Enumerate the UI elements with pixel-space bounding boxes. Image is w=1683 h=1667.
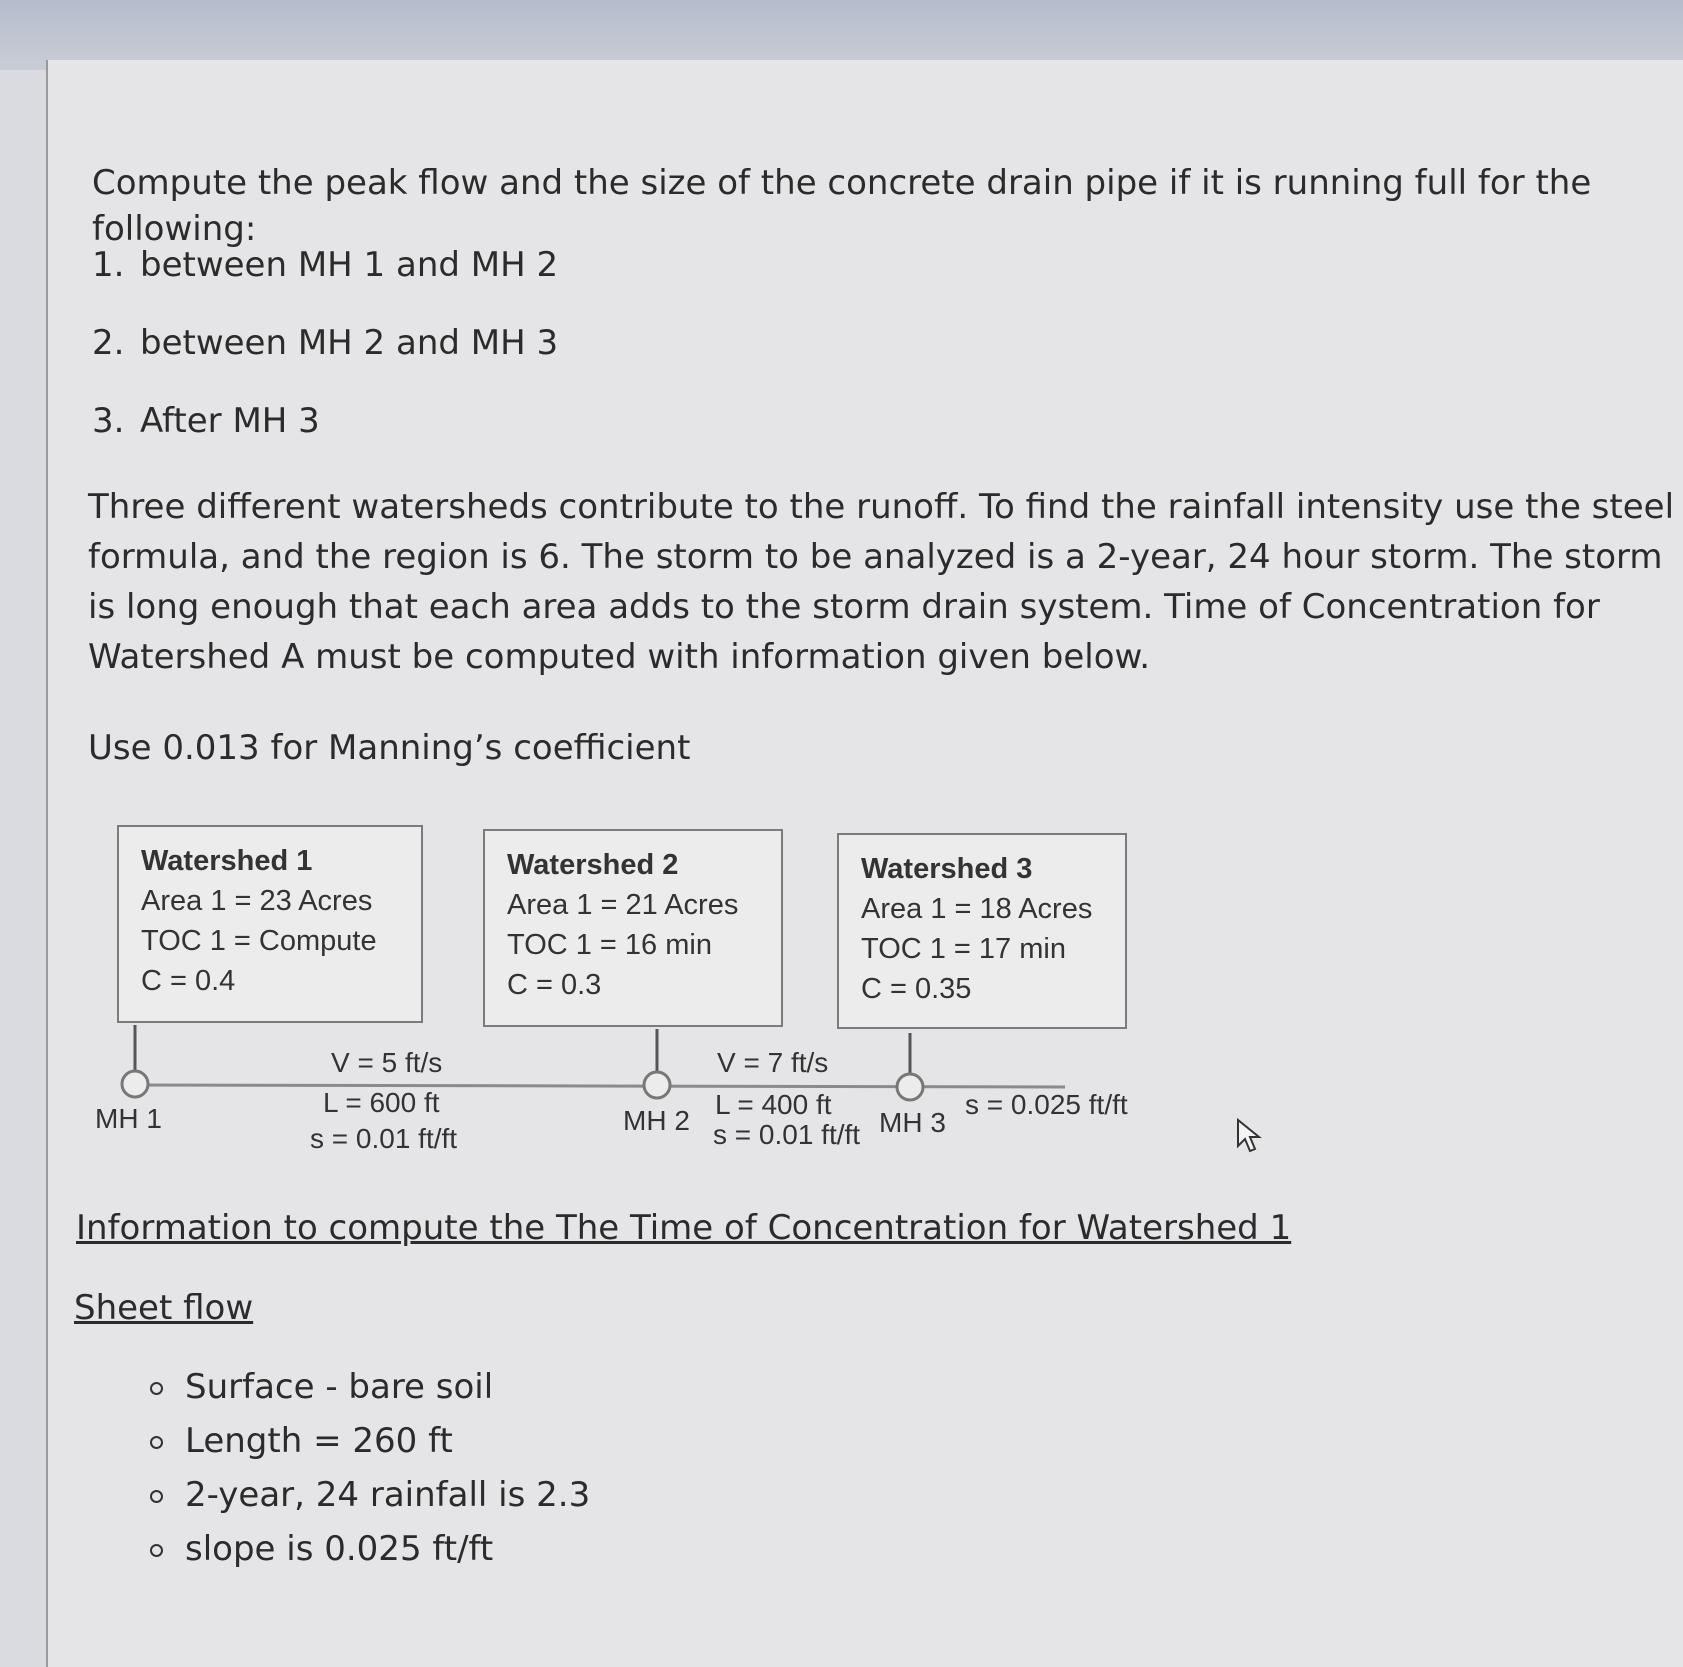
mouse-pointer-icon	[1236, 1118, 1262, 1154]
manhole-1-symbol	[122, 1071, 148, 1097]
list-item	[150, 1414, 590, 1468]
segment-2-slope: s = 0.01 ft/ft	[713, 1119, 861, 1150]
question-item	[92, 401, 558, 479]
manhole-2-label: MH 2	[623, 1105, 690, 1136]
watershed-area: Area 1 = 21 Acres	[507, 889, 739, 921]
list-item	[150, 1360, 590, 1414]
watershed-title: Watershed 1	[141, 845, 313, 877]
manhole-3-symbol	[897, 1074, 923, 1100]
problem-prompt: Compute the peak flow and the size of the concrete drain pipe if it is running full for the following:	[92, 163, 1592, 249]
pipe-line	[133, 1085, 1065, 1087]
watershed-c: C = 0.35	[861, 973, 972, 1005]
manhole-1-label: MH 1	[95, 1103, 162, 1134]
list-item-text: slope is 0.025 ft/ft	[185, 1529, 494, 1569]
segment-1-slope: s = 0.01 ft/ft	[310, 1123, 458, 1154]
list-item-text: Surface - bare soil	[185, 1367, 494, 1407]
watershed-area: Area 1 = 18 Acres	[861, 893, 1093, 925]
bullet-circle-icon	[150, 1382, 163, 1395]
info-heading: Information to compute the The Time of Concentration for Watershed 1	[76, 1208, 1292, 1248]
watershed-toc: TOC 1 = Compute	[141, 925, 377, 957]
manhole-3-label: MH 3	[879, 1107, 946, 1138]
watershed-c: C = 0.3	[507, 969, 602, 1001]
segment-1-length: L = 600 ft	[323, 1087, 440, 1118]
list-item	[150, 1468, 590, 1522]
question-text: between MH 2 and MH 3	[140, 323, 559, 363]
segment-2-velocity: V = 7 ft/s	[717, 1047, 829, 1078]
description-paragraph: Three different watersheds contribute to the runoff. To find the rainfall intensity use the steel formula, and the region is 6. The storm to be analyzed is a 2-year, 24 hour storm. The storm is long enough that each area adds to the storm drain system. Time of Concentration for Watershed A must be computed with information given below.	[88, 487, 1675, 677]
list-item-text: 2-year, 24 rainfall is 2.3	[185, 1475, 591, 1515]
list-item	[150, 1522, 590, 1576]
manning-note: Use 0.013 for Manning’s coefficient	[88, 728, 691, 768]
segment-3-slope: s = 0.025 ft/ft	[965, 1089, 1128, 1120]
sheet-flow-list	[150, 1360, 590, 1576]
sheet-flow-heading: Sheet flow	[74, 1288, 254, 1328]
bullet-circle-icon	[150, 1436, 163, 1449]
question-item	[92, 245, 558, 323]
question-item	[92, 323, 558, 401]
manhole-2-symbol	[644, 1072, 670, 1098]
watershed-title: Watershed 2	[507, 849, 679, 881]
question-number: 3.	[92, 401, 125, 441]
watershed-area: Area 1 = 23 Acres	[141, 885, 373, 917]
segment-2-length: L = 400 ft	[715, 1089, 832, 1120]
question-text: After MH 3	[140, 401, 320, 441]
watershed-toc: TOC 1 = 17 min	[861, 933, 1066, 965]
watershed-c: C = 0.4	[141, 965, 236, 997]
question-text: between MH 1 and MH 2	[140, 245, 559, 285]
watershed-toc: TOC 1 = 16 min	[507, 929, 712, 961]
segment-1-velocity: V = 5 ft/s	[331, 1047, 443, 1078]
question-number: 2.	[92, 323, 125, 363]
watershed-title: Watershed 3	[861, 853, 1033, 885]
list-item-text: Length = 260 ft	[185, 1421, 453, 1461]
storm-drain-diagram	[95, 825, 1155, 1165]
question-list	[92, 245, 558, 479]
bullet-circle-icon	[150, 1490, 163, 1503]
bullet-circle-icon	[150, 1544, 163, 1557]
question-number: 1.	[92, 245, 125, 285]
